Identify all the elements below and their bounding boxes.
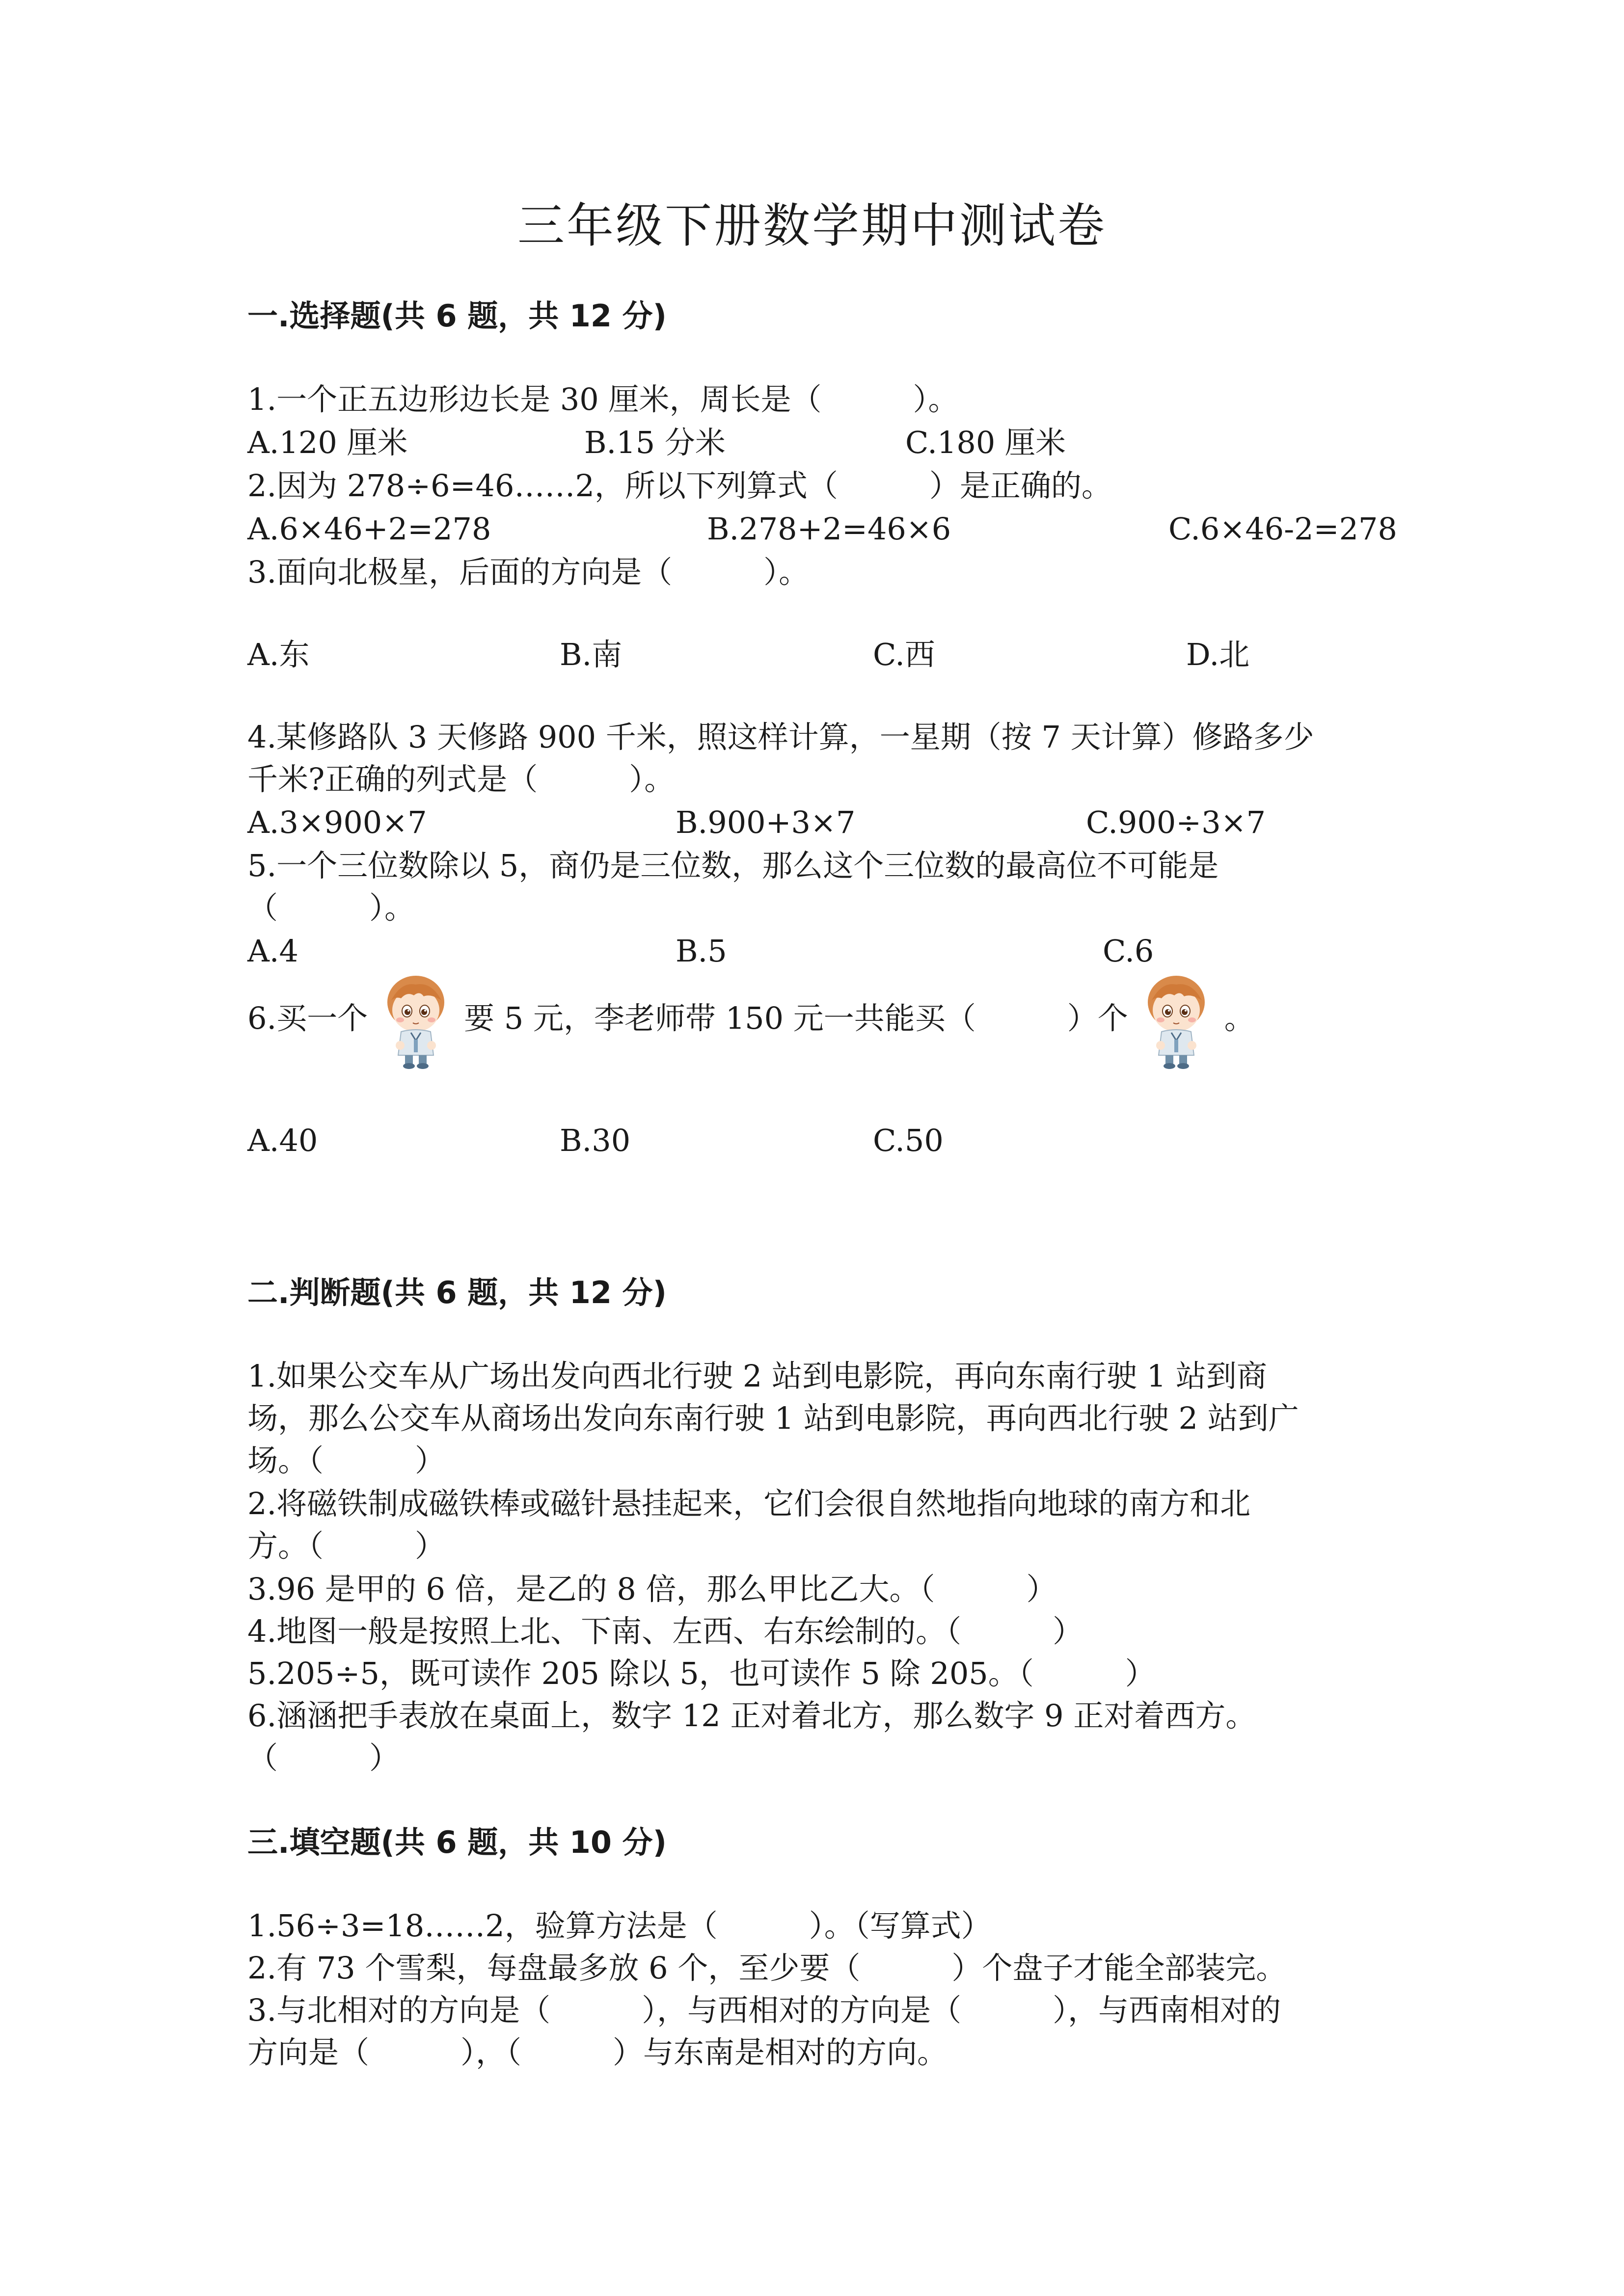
s1-q5-option-a: A.4 xyxy=(247,933,298,969)
s1-q6-part2: 要 5 元，李老师带 150 元一共能买（ ）个 xyxy=(464,1000,1128,1036)
s1-q4-option-b: B.900+3×7 xyxy=(676,804,856,840)
section2-heading: 二.判断题(共 6 题，共 12 分) xyxy=(247,1275,667,1310)
s2-q2-line1: 2.将磁铁制成磁铁棒或磁针悬挂起来，它们会很自然地指向地球的南方和北 xyxy=(247,1486,1251,1522)
s1-q6-part1: 6.买一个 xyxy=(247,1000,368,1036)
section3-heading: 三.填空题(共 6 题，共 10 分) xyxy=(247,1824,667,1860)
s1-q6-option-b: B.30 xyxy=(560,1122,631,1158)
s1-q5-option-b: B.5 xyxy=(676,933,727,969)
s1-q5-line2: （ ）。 xyxy=(247,890,415,926)
s1-q4-option-c: C.900÷3×7 xyxy=(1086,804,1266,840)
s1-q2-option-c: C.6×46-2=278 xyxy=(1168,511,1397,547)
s1-q4-line1: 4.某修路队 3 天修路 900 千米，照这样计算，一星期（按 7 天计算）修路多少 xyxy=(247,719,1314,755)
boy-doll-icon xyxy=(1137,972,1216,1070)
s2-q4: 4.地图一般是按照上北、下南、左西、右东绘制的。（ ） xyxy=(247,1613,1083,1649)
s1-q6-text xyxy=(247,969,1255,1070)
s2-q3: 3.96 是甲的 6 倍，是乙的 8 倍，那么甲比乙大。（ ） xyxy=(247,1571,1057,1607)
s1-q1-option-b: B.15 分米 xyxy=(584,425,726,460)
s1-q3-text: 3.面向北极星，后面的方向是（ ）。 xyxy=(247,554,810,590)
section1-heading: 一.选择题(共 6 题，共 12 分) xyxy=(247,298,667,334)
s1-q2-option-a: A.6×46+2=278 xyxy=(247,511,491,547)
s2-q1-line2: 场，那么公交车从商场出发向东南行驶 1 站到电影院，再向西北行驶 2 站到广 xyxy=(247,1400,1299,1436)
s1-q4-line2: 千米?正确的列式是（ ）。 xyxy=(247,761,675,797)
s2-q2-line2: 方。（ ） xyxy=(247,1528,446,1564)
s1-q3-option-d: D.北 xyxy=(1186,637,1250,672)
s1-q6-option-c: C.50 xyxy=(873,1122,944,1158)
s3-q3-line1: 3.与北相对的方向是（ ），与西相对的方向是（ ），与西南相对的 xyxy=(247,1992,1281,2028)
boy-doll-icon xyxy=(377,972,455,1070)
s2-q1-line1: 1.如果公交车从广场出发向西北行驶 2 站到电影院，再向东南行驶 1 站到商 xyxy=(247,1358,1267,1394)
s1-q2-text: 2.因为 278÷6=46……2，所以下列算式（ ）是正确的。 xyxy=(247,468,1112,504)
s3-q1: 1.56÷3=18……2，验算方法是（ ）。（写算式） xyxy=(247,1908,992,1944)
s2-q6-line1: 6.涵涵把手表放在桌面上，数字 12 正对着北方，那么数字 9 正对着西方。 xyxy=(247,1698,1256,1734)
s1-q1-text: 1.一个正五边形边长是 30 厘米，周长是（ ）。 xyxy=(247,381,959,417)
s2-q5: 5.205÷5，既可读作 205 除以 5，也可读作 5 除 205。（ ） xyxy=(247,1655,1156,1691)
s1-q2-option-b: B.278+2=46×6 xyxy=(707,511,951,547)
page-title: 三年级下册数学期中测试卷 xyxy=(517,198,1107,253)
s2-q1-line3: 场。（ ） xyxy=(247,1442,446,1478)
s1-q4-option-a: A.3×900×7 xyxy=(247,804,427,840)
s1-q6-option-a: A.40 xyxy=(247,1122,318,1158)
s1-q5-option-c: C.6 xyxy=(1103,933,1154,969)
s1-q6-part3: 。 xyxy=(1224,1000,1255,1036)
s1-q5-line1: 5.一个三位数除以 5，商仍是三位数，那么这个三位数的最高位不可能是 xyxy=(247,848,1219,883)
s1-q3-option-c: C.西 xyxy=(873,637,935,672)
s1-q3-option-a: A.东 xyxy=(247,637,310,672)
s3-q2: 2.有 73 个雪梨，每盘最多放 6 个，至少要（ ）个盘子才能全部装完。 xyxy=(247,1950,1287,1986)
s1-q1-option-c: C.180 厘米 xyxy=(905,425,1066,460)
s2-q6-line2: （ ） xyxy=(247,1740,400,1776)
s1-q3-option-b: B.南 xyxy=(560,637,623,672)
s3-q3-line2: 方向是（ ），（ ）与东南是相对的方向。 xyxy=(247,2034,948,2070)
s1-q1-option-a: A.120 厘米 xyxy=(247,425,408,460)
